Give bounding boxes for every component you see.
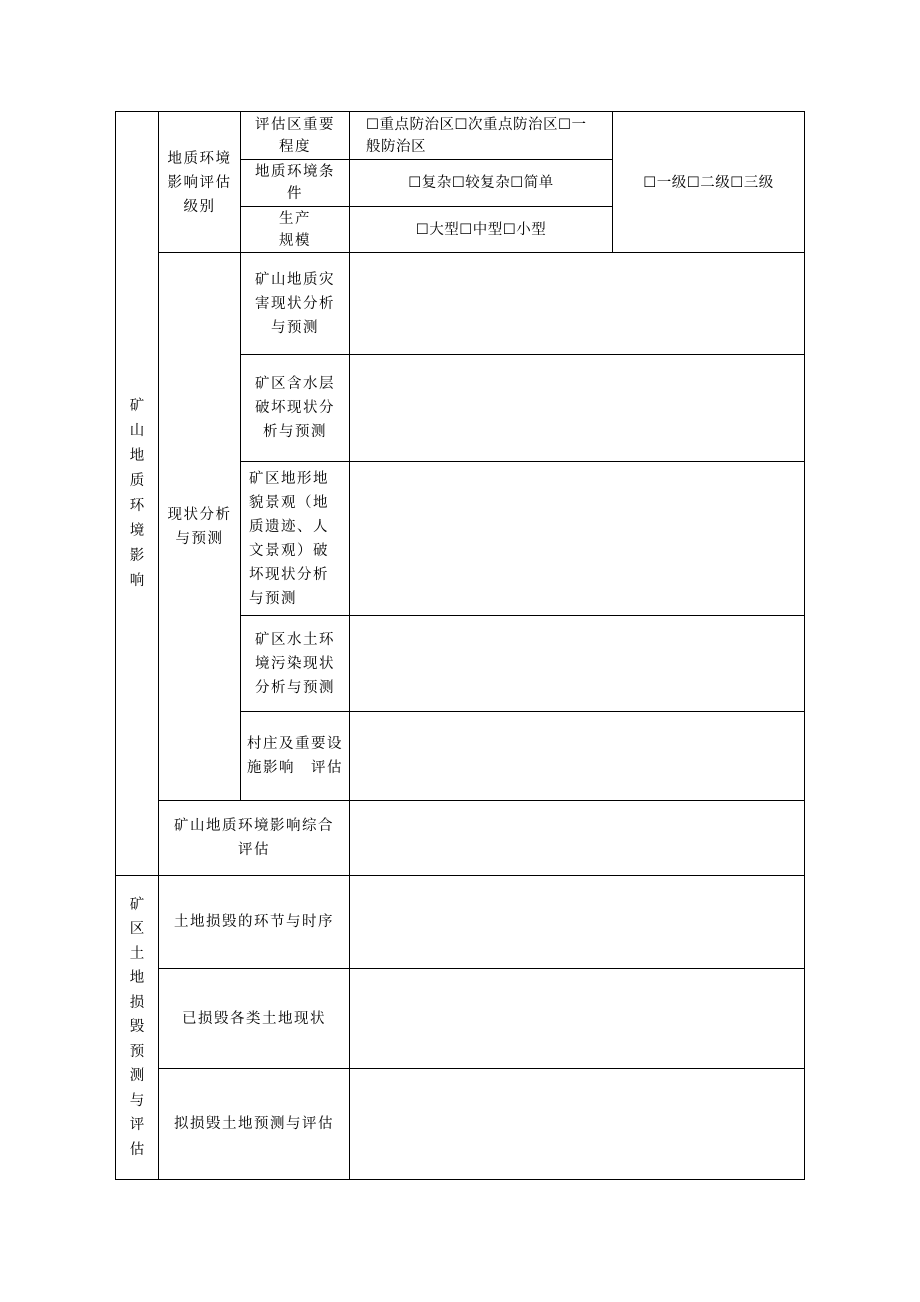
geo-condition-options[interactable]: ☐复杂☐较复杂☐简单 [408, 175, 554, 191]
importance-options[interactable]: ☐重点防治区☐次重点防治区☐一般防治区 [366, 116, 587, 155]
land-item-label-forecast: 拟损毁土地预测与评估 [174, 1116, 334, 1132]
item-content-village[interactable] [350, 712, 804, 800]
land-item-content-sequence[interactable] [350, 876, 804, 968]
production-scale-label: 生产规模 [279, 210, 311, 249]
geo-condition-label: 地质环境条件 [255, 164, 335, 202]
item-label-water-soil: 矿区水土环境污染现状分析与预测 [255, 631, 335, 696]
item-label-geohazard: 矿山地质灾害现状分析与预测 [255, 271, 335, 336]
item-content-geohazard[interactable] [350, 253, 804, 354]
section-label-land-damage [116, 876, 158, 1179]
grade-options[interactable]: ☐一级☐二级☐三级 [643, 174, 774, 191]
importance-label: 评估区重要程度 [255, 116, 335, 155]
item-label-landscape: 矿区地形地貌景观（地质遗迹、人文景观）破坏现状分析与预测 [249, 470, 329, 607]
comprehensive-content[interactable] [350, 801, 804, 875]
table-border-bottom [115, 1179, 805, 1180]
item-content-water-soil[interactable] [350, 616, 804, 711]
vertical-text: 矿山地质环境影响 [129, 397, 145, 589]
item-label-aquifer: 矿区含水层破坏现状分析与预测 [255, 376, 335, 440]
land-item-content-forecast[interactable] [350, 1069, 804, 1179]
vertical-text: 矿区土地损毁预测与评估 [129, 896, 145, 1158]
comprehensive-label: 矿山地质环境影响综合评估 [174, 818, 334, 858]
item-label-village: 村庄及重要设施影响 评估 [247, 736, 343, 776]
land-item-label-sequence: 土地损毁的环节与时序 [174, 914, 334, 930]
land-item-content-current[interactable] [350, 969, 804, 1068]
assessment-level-label: 地质环境影响评估级别 [167, 150, 232, 215]
section-label-mine-environment [116, 112, 158, 875]
production-scale-options[interactable]: ☐大型☐中型☐小型 [415, 221, 547, 238]
item-content-aquifer[interactable] [350, 355, 804, 461]
item-content-landscape[interactable] [350, 462, 804, 615]
land-item-label-current: 已损毁各类土地现状 [182, 1010, 326, 1027]
table-border-right [804, 111, 805, 1180]
status-analysis-label: 现状分析与预测 [167, 506, 232, 547]
